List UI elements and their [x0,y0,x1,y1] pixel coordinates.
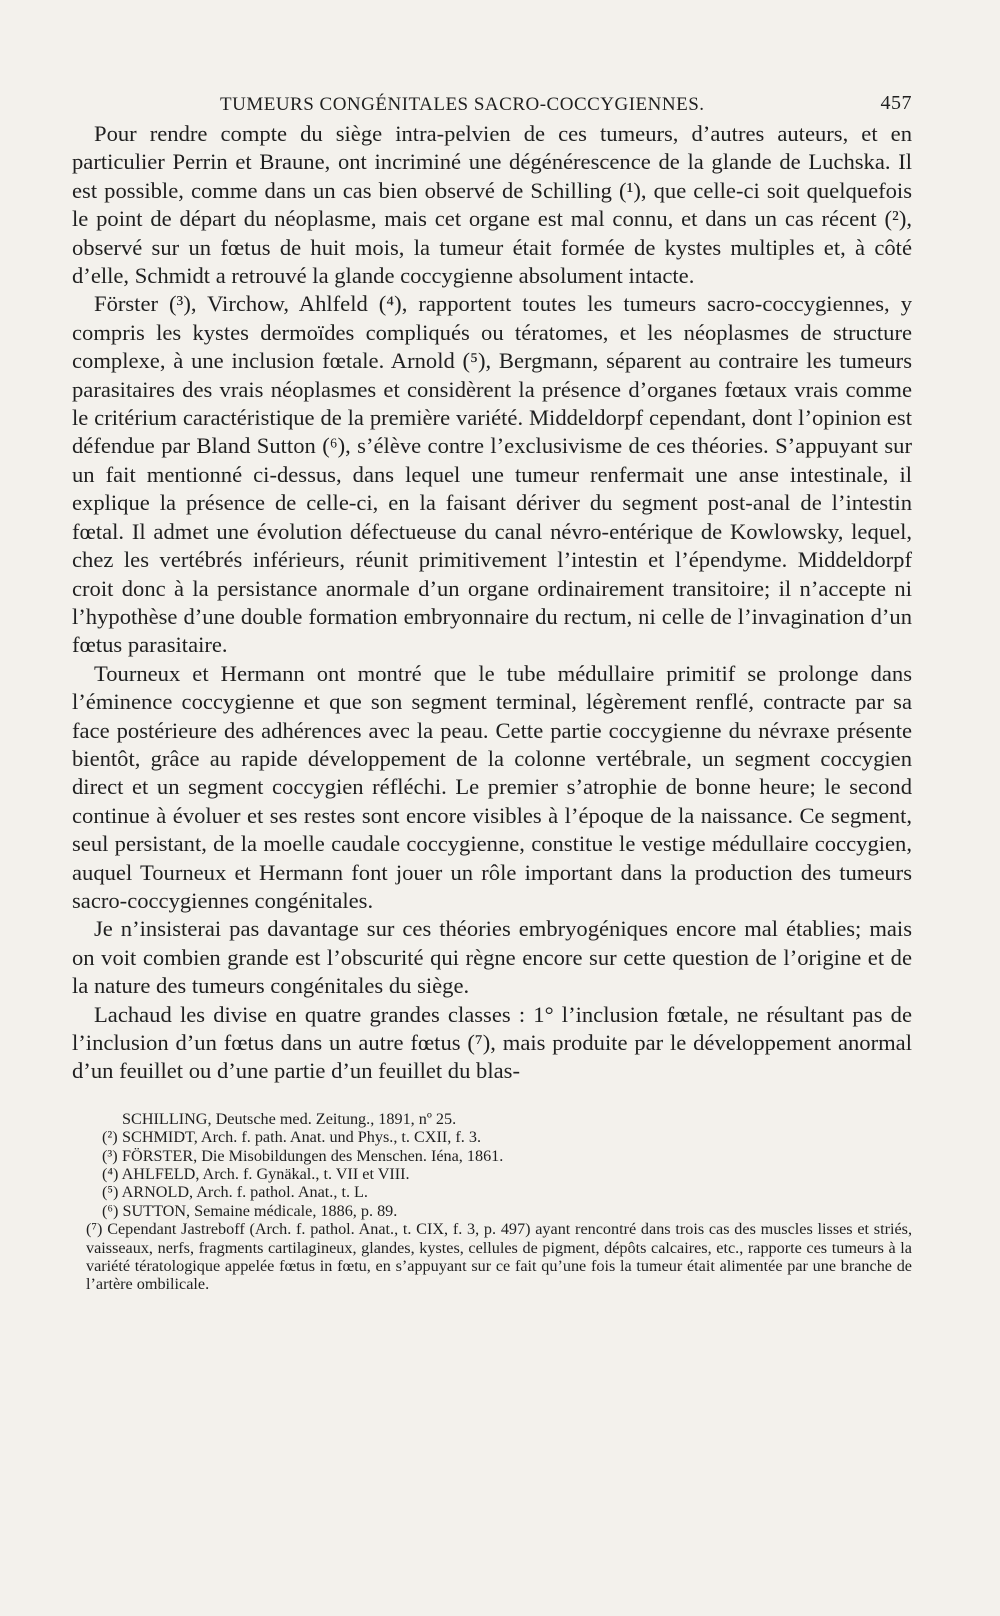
footnote-text: FÖRSTER, Die Misobildungen des Menschen. Iéna, 1861. [122,1146,504,1165]
body-text [72,120,912,1086]
running-title: TUMEURS CONGÉNITALES SACRO-COCCYGIENNES. [220,94,705,115]
footnote [102,1183,912,1201]
footnote [102,1110,912,1128]
footnote-number: (⁴) [102,1165,119,1184]
footnote [102,1202,912,1220]
page-header [72,84,912,120]
paragraph: Tourneux et Hermann ont montré que le tube médullaire primitif se prolonge dans l’éminence coccygienne et que son segment terminal, légèrement renflé, contracte par sa face postérieure des adhérences avec la peau. Cette partie coccygienne du névraxe présente bientôt, grâce au rapide développement de la colonne vertébrale, un segment coccygien direct et un segment coccygien réfléchi. Le premier s’atrophie de bonne heure; le second continue à évoluer et ses restes sont encore visibles à l’époque de la naissance. Ce segment, seul persistant, de la moelle caudale coccygienne, constitue le vestige médullaire coccygien, auquel Tourneux et Hermann font jouer un rôle important dans la production des tumeurs sacro-coccygiennes congénitales. [72,660,912,913]
footnotes [72,1110,912,1294]
footnote [102,1128,912,1146]
page-number: 457 [880,92,912,114]
paragraph: Förster (³), Virchow, Ahlfeld (⁴), rapportent toutes les tumeurs sacro-coccygiennes, y compris les kystes dermoïdes compliqués ou tératomes, et les néoplasmes de structure complexe, à une inclusion fœtale. Arnold (⁵), Bergmann, séparent au contraire les tumeurs parasitaires des vrais néoplasmes et considèrent la présence d’organes fœtaux vrais comme le critérium caractéristique de la première variété. Middeldorpf cependant, dont l’opinion est défendue par Bland Sutton (⁶), s’élève contre l’exclusivisme de ces théories. S’appuyant sur un fait mentionné ci-dessus, dans lequel une tumeur renfermait une anse intestinale, il explique la présence de celle-ci, en la faisant dériver du segment post-anal de l’intestin fœtal. Il admet une évolution défectueuse du canal névro-entérique de Kowlowsky, lequel, chez les vertébrés inférieurs, réunit primitivement l’intestin et l’épendyme. Middeldorpf croit donc à la persistance anormale d’un organe ordinairement transitoire; il n’accepte ni l’hypothèse d’une double formation embryonnaire du rectum, ni celle de l’invagination d’un fœtus parasitaire. [72,291,912,658]
footnote-text: SUTTON, Semaine médicale, 1886, p. 89. [122,1201,398,1220]
footnote-number: (⁶) [102,1201,119,1220]
footnote-number: (³) [102,1146,118,1165]
footnote-number: (⁷) [86,1220,103,1239]
footnote-text: AHLFELD, Arch. f. Gynäkal., t. VII et VIII. [121,1165,410,1184]
paragraph: Je n’insisterai pas davantage sur ces théories embryogéniques encore mal établies; mais on voit combien grande est l’obscurité qui règne encore sur cette question de l’origine et de la nature des tumeurs congénitales du siège. [72,916,912,999]
footnote-number: (²) [102,1128,118,1147]
footnote [86,1220,912,1294]
footnote-text: SCHMIDT, Arch. f. path. Anat. und Phys., t. CXII, f. 3. [122,1128,481,1147]
footnote [102,1165,912,1183]
paragraph: Lachaud les divise en quatre grandes classes : 1° l’inclusion fœtale, ne résultant pas de l’inclusion d’un fœtus dans un autre fœtus (⁷), mais produite par le développement anormal d’un feuillet ou d’une partie d’un feuillet du blas- [72,1001,912,1084]
footnote [102,1147,912,1165]
footnote-text: SCHILLING, Deutsche med. Zeitung., 1891, nº 25. [122,1109,457,1128]
paragraph: Pour rendre compte du siège intra-pelvien de ces tumeurs, d’autres auteurs, et en particulier Perrin et Braune, ont incriminé une dégénérescence de la glande de Luchska. Il est possible, comme dans un cas bien observé de Schilling (¹), que celle-ci soit quelquefois le point de départ du néoplasme, mais cet organe est mal connu, et dans un cas récent (²), observé sur un fœtus de huit mois, la tumeur était formée de kystes multiples et, à côté d’elle, Schmidt a retrouvé la glande coccygienne absolument intacte. [72,121,912,289]
footnote-text: ARNOLD, Arch. f. pathol. Anat., t. L. [121,1183,368,1202]
footnote-text: Cependant Jastreboff (Arch. f. pathol. Anat., t. CIX, f. 3, p. 497) ayant rencontré dans trois cas des muscles lisses et striés, vaisseaux, nerfs, fragments cartilagineux, glandes, kystes, cellules de pigment, dépôts calcaires, etc., rapporte ces tumeurs à la variété tératologique appelée fœtus in fœtu, en s’appuyant sur ce fait qu’une fois la tumeur était alimentée par une branche de l’artère ombilicale. [86,1220,912,1294]
footnote-number: (⁵) [102,1183,119,1202]
